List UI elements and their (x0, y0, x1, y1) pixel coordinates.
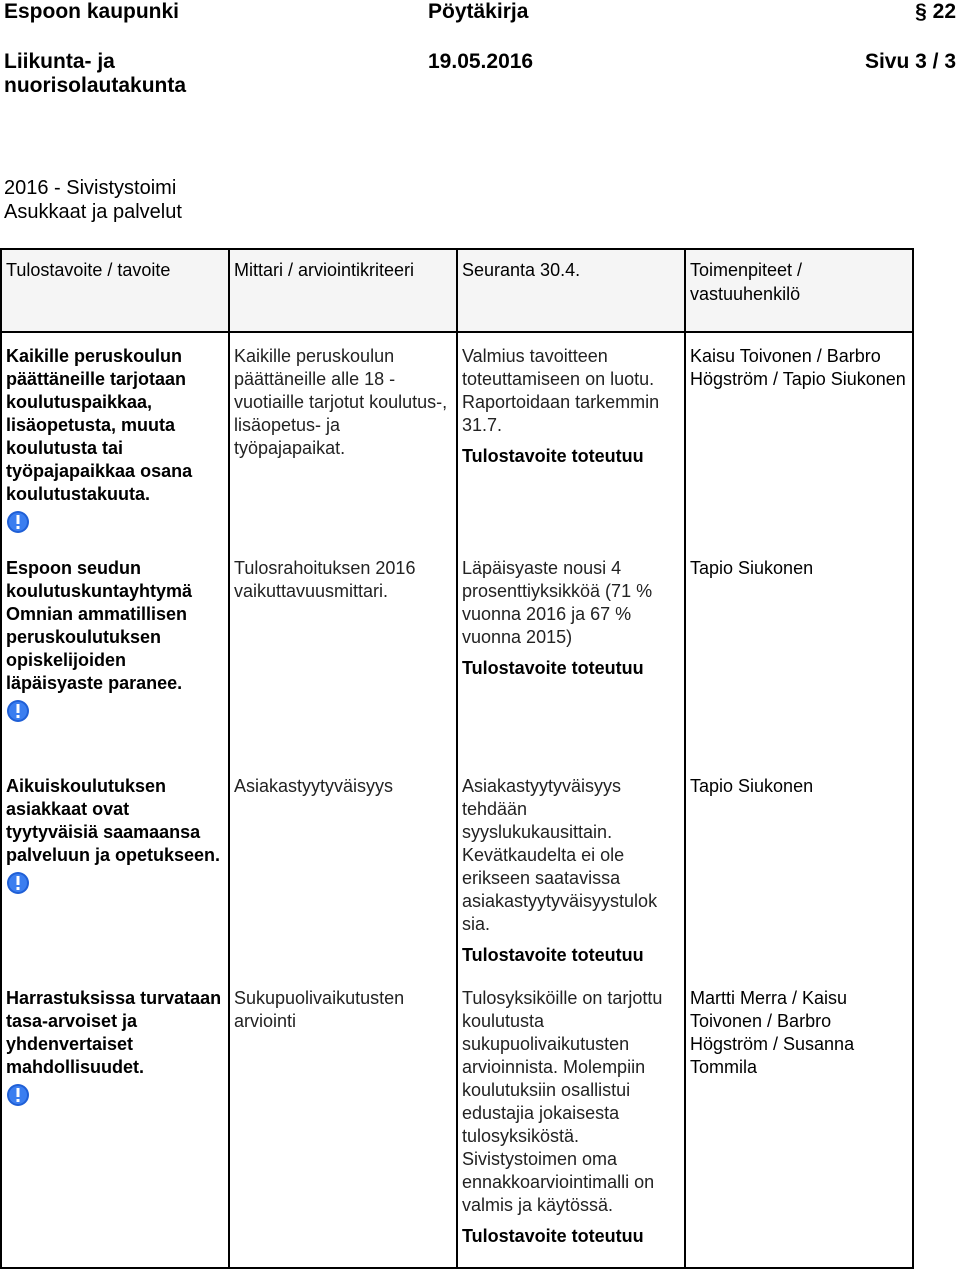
goals-table (0, 248, 914, 1269)
tracking-text: Tulosyksiköille on tarjottu koulutusta sukupuolivaikutusten arvioinnista. Molempiin koulutuksiin osallistui edustajia jokaisesta tulosyksiköstä. Sivistystoimen oma ennakkoarviointimalli on valmis ja käytössä. (462, 988, 663, 1215)
goal-text: Harrastuksissa turvataan tasa-arvoiset ja yhdenvertaiset mahdollisuudet. (6, 988, 222, 1077)
responsible-text: Tapio Siukonen (690, 776, 814, 796)
metric-text: Sukupuolivaikutusten arviointi (234, 988, 405, 1031)
section-title-line2: Asukkaat ja palvelut (4, 201, 182, 223)
metric-text: Kaikille peruskoulun päättäneille alle 18 -vuotiaille tarjotut koulutus-, lisäopetus- ja työpajapaikat. (234, 346, 448, 458)
section-title (4, 176, 182, 224)
metric-cell (229, 975, 457, 1268)
goal-cell (1, 332, 229, 545)
metric-text: Tulosrahoituksen 2016 vaikuttavuusmittari. (234, 558, 416, 601)
responsible-cell (685, 975, 913, 1268)
metric-cell (229, 763, 457, 975)
responsible-text: Martti Merra / Kaisu Toivonen / Barbro Högström / Susanna Tommila (690, 988, 855, 1077)
status-text: Tulostavoite toteutuu (462, 1226, 644, 1246)
alert-icon[interactable] (6, 871, 30, 895)
section-number: § 22 (915, 0, 956, 23)
tracking-text: Läpäisyaste nousi 4 prosenttiyksikköä (71 % vuonna 2016 ja 67 % vuonna 2015) (462, 558, 653, 647)
tracking-cell (457, 763, 685, 975)
page-number: Sivu 3 / 3 (864, 50, 956, 73)
status-text: Tulostavoite toteutuu (462, 945, 644, 965)
responsible-cell (685, 332, 913, 545)
metric-cell (229, 332, 457, 545)
metric-cell (229, 545, 457, 763)
metric-text: Asiakastyytyväisyys (234, 776, 394, 796)
responsible-text: Kaisu Toivonen / Barbro Högström / Tapio Siukonen (690, 346, 906, 389)
responsible-cell (685, 763, 913, 975)
meeting-date: 19.05.2016 (428, 50, 534, 73)
responsible-cell (685, 545, 913, 763)
goal-cell (1, 975, 229, 1268)
goal-text: Espoon seudun koulutuskuntayhtymä Omnian ammatillisen peruskoulutuksen opiskelijoiden läpäisyaste paranee. (6, 558, 193, 693)
committee-name: Liikunta- ja nuorisolautakunta (4, 50, 187, 97)
table-row (1, 975, 913, 1268)
goal-cell (1, 545, 229, 763)
responsible-text: Tapio Siukonen (690, 558, 814, 578)
column-header-responsible: Toimenpiteet / vastuuhenkilö (685, 249, 913, 332)
alert-icon[interactable] (6, 699, 30, 723)
tracking-text: Valmius tavoitteen toteuttamiseen on luotu. Raportoidaan tarkemmin 31.7. (462, 346, 660, 435)
alert-icon[interactable] (6, 1083, 30, 1107)
status-text: Tulostavoite toteutuu (462, 658, 644, 678)
goal-text: Aikuiskoulutuksen asiakkaat ovat tyytyväisiä saamaansa palveluun ja opetukseen. (6, 776, 221, 865)
table-row (1, 545, 913, 763)
section-title-line1: 2016 - Sivistystoimi (4, 177, 177, 199)
tracking-cell (457, 545, 685, 763)
column-header-metric: Mittari / arviointikriteeri (229, 249, 457, 332)
doc-type: Pöytäkirja (428, 0, 529, 23)
tracking-cell (457, 975, 685, 1268)
alert-icon[interactable] (6, 510, 30, 534)
org-name: Espoon kaupunki (4, 0, 180, 23)
goal-cell (1, 763, 229, 975)
table-row (1, 332, 913, 545)
tracking-cell (457, 332, 685, 545)
column-header-tracking: Seuranta 30.4. (457, 249, 685, 332)
tracking-text: Asiakastyytyväisyys tehdään syyslukukausittain. Kevätkaudelta ei ole erikseen saatavissa asiakastyytyväisyystulok sia. (462, 776, 658, 934)
table-row (1, 763, 913, 975)
status-text: Tulostavoite toteutuu (462, 446, 644, 466)
goal-text: Kaikille peruskoulun päättäneille tarjotaan koulutuspaikkaa, lisäopetusta, muuta koulutusta tai työpajapaikkaa osana koulutustakuuta. (6, 346, 193, 504)
column-header-goal: Tulostavoite / tavoite (1, 249, 229, 332)
table-header-row (1, 249, 913, 332)
